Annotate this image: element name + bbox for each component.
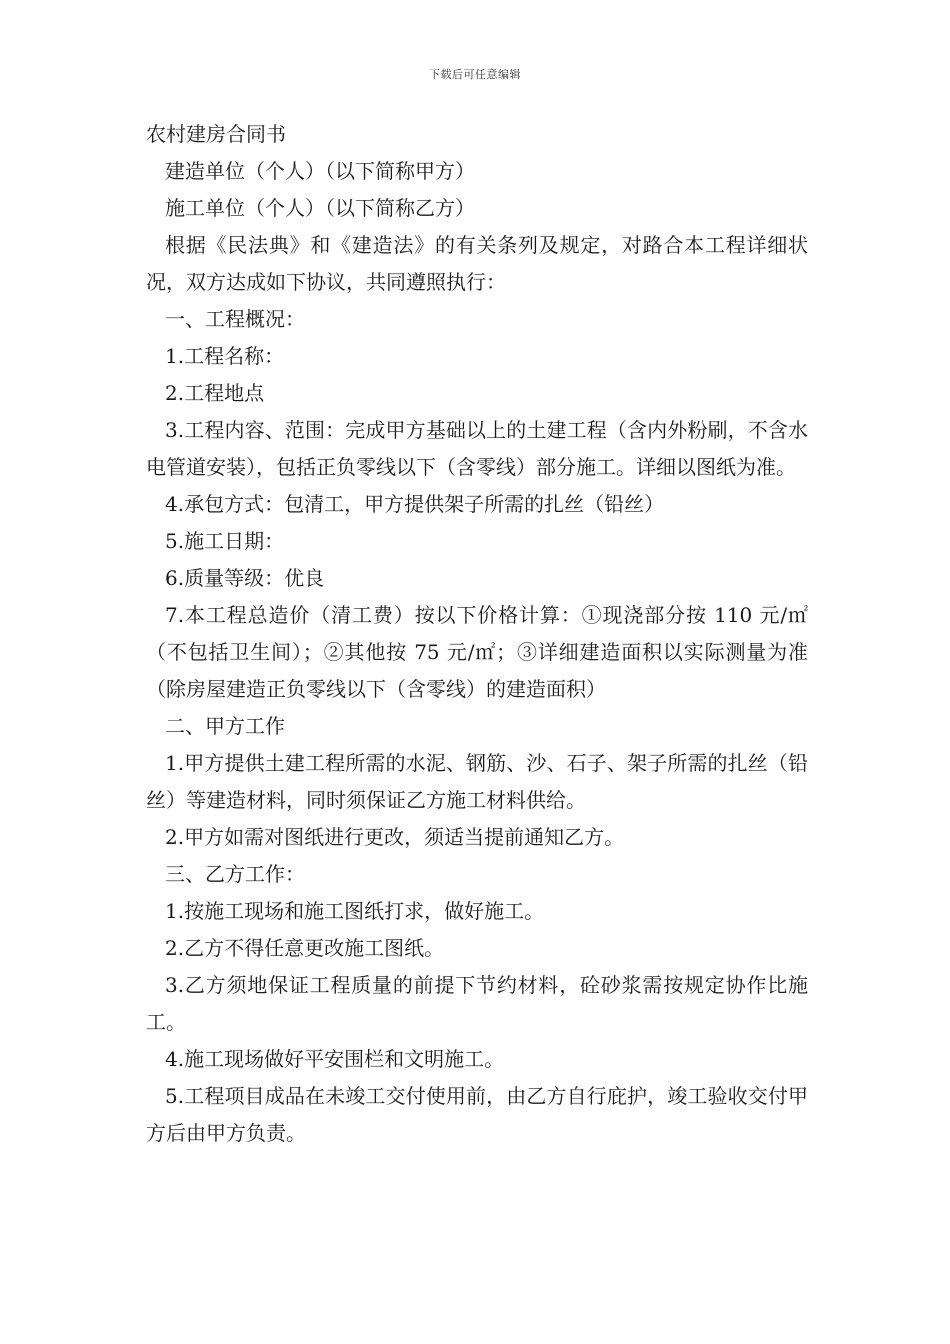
clause-1-3: 3.工程内容、范围：完成甲方基础以上的土建工程（含内外粉刷，不含水电管道安装），包括正负零线以下（含零线）部分施工。详细以图纸为准。	[146, 418, 808, 479]
clause-1-7: 7.本工程总造价（清工费）按以下价格计算：①现浇部分按 110 元/㎡（不包括卫生间）；②其他按 75 元/㎡；③详细建造面积以实际测量为准（除房屋建造正负零线以下（含零线）的建造面积）	[146, 603, 808, 701]
section-heading-1: 一、工程概况：	[165, 307, 305, 331]
clause-2-2: 2.甲方如需对图纸进行更改，须适当提前通知乙方。	[165, 825, 625, 849]
party-b-line: 施工单位（个人）（以下简称乙方）	[165, 196, 475, 220]
clause-3-1: 1.按施工现场和施工图纸打求，做好施工。	[165, 899, 545, 923]
clause-1-1: 1.工程名称：	[165, 344, 285, 368]
clause-1-2: 2.工程地点	[165, 381, 265, 405]
section-heading-3: 三、乙方工作：	[165, 862, 305, 886]
document-title: 农村建房合同书	[146, 122, 286, 146]
clause-1-6: 6.质量等级：优良	[165, 566, 325, 590]
section-heading-2: 二、甲方工作	[165, 714, 285, 738]
clause-3-4: 4.施工现场做好平安围栏和文明施工。	[165, 1047, 505, 1071]
clause-1-4: 4.承包方式：包清工，甲方提供架子所需的扎丝（铅丝）	[165, 492, 665, 516]
clause-3-5: 5.工程项目成品在未竣工交付使用前，由乙方自行庇护，竣工验收交付甲方后由甲方负责。	[146, 1084, 808, 1145]
document-body	[146, 116, 808, 1152]
party-a-line: 建造单位（个人）（以下简称甲方）	[165, 159, 475, 183]
clause-1-5: 5.施工日期：	[165, 529, 285, 553]
preamble-paragraph: 根据《民法典》和《建造法》的有关条列及规定，对路合本工程详细状况，双方达成如下协议，共同遵照执行：	[146, 233, 808, 294]
page-header: 下载后可任意编辑	[429, 68, 521, 81]
clause-3-2: 2.乙方不得任意更改施工图纸。	[165, 936, 445, 960]
clause-2-1: 1.甲方提供土建工程所需的水泥、钢筋、沙、石子、架子所需的扎丝（铅丝）等建造材料，同时须保证乙方施工材料供给。	[146, 751, 808, 812]
clause-3-3: 3.乙方须地保证工程质量的前提下节约材料，砼砂浆需按规定协作比施工。	[146, 973, 808, 1034]
